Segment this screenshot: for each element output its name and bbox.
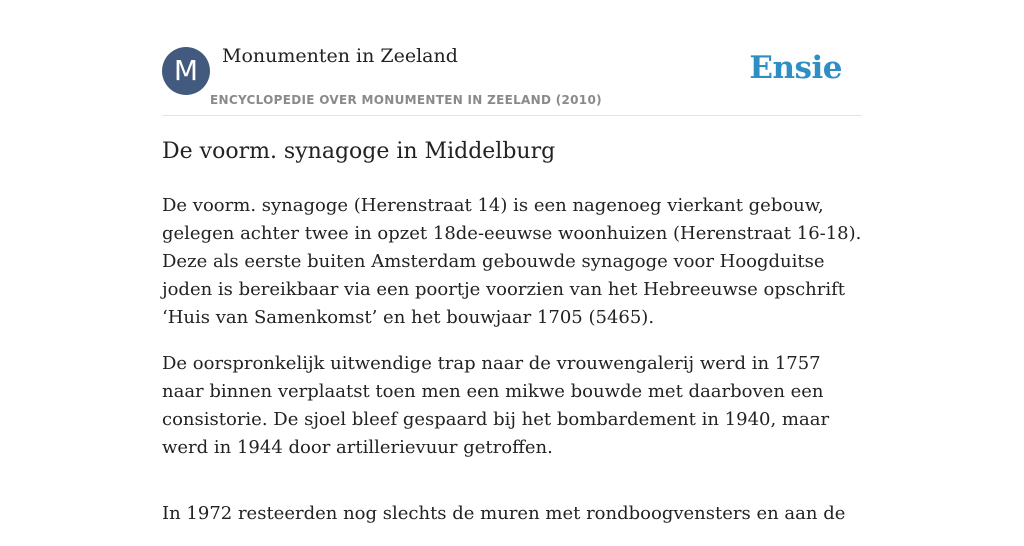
avatar[interactable]: M [162,47,210,95]
article-body [162,192,862,546]
content-container [162,0,862,524]
article-paragraph: In 1972 resteerden nog slechts de muren met rondboogvensters en aan de [162,503,846,524]
site-subtitle: ENCYCLOPEDIE OVER MONUMENTEN IN ZEELAND (2010) [210,93,602,107]
brand-logo[interactable]: Ensie [749,50,842,86]
article-paragraph: De voorm. synagoge (Herenstraat 14) is een nagenoeg vierkant gebouw, gelegen achter twee in opzet 18de-eeuwse woonhuizen (Herenstraat 16-18). Deze als eerste buiten Amsterdam gebouwde synagoge voor Hoogduitse joden is bereikbaar via een poortje voorzien van het Hebreeuwse opschrift ‘Huis van Samenkomst’ en het bouwjaar 1705 (5465). [162,195,862,328]
article-paragraph: De oorspronkelijk uitwendige trap naar de vrouwengalerij werd in 1757 naar binnen verplaatst toen men een mikwe bouwde met daarboven een consistorie. De sjoel bleef gespaard bij het bombardement in 1940, maar werd in 1944 door artillerievuur getroffen. [162,353,830,458]
site-header [162,0,862,116]
article-title: De voorm. synagoge in Middelburg [162,139,556,164]
site-title[interactable]: Monumenten in Zeeland [222,45,458,67]
